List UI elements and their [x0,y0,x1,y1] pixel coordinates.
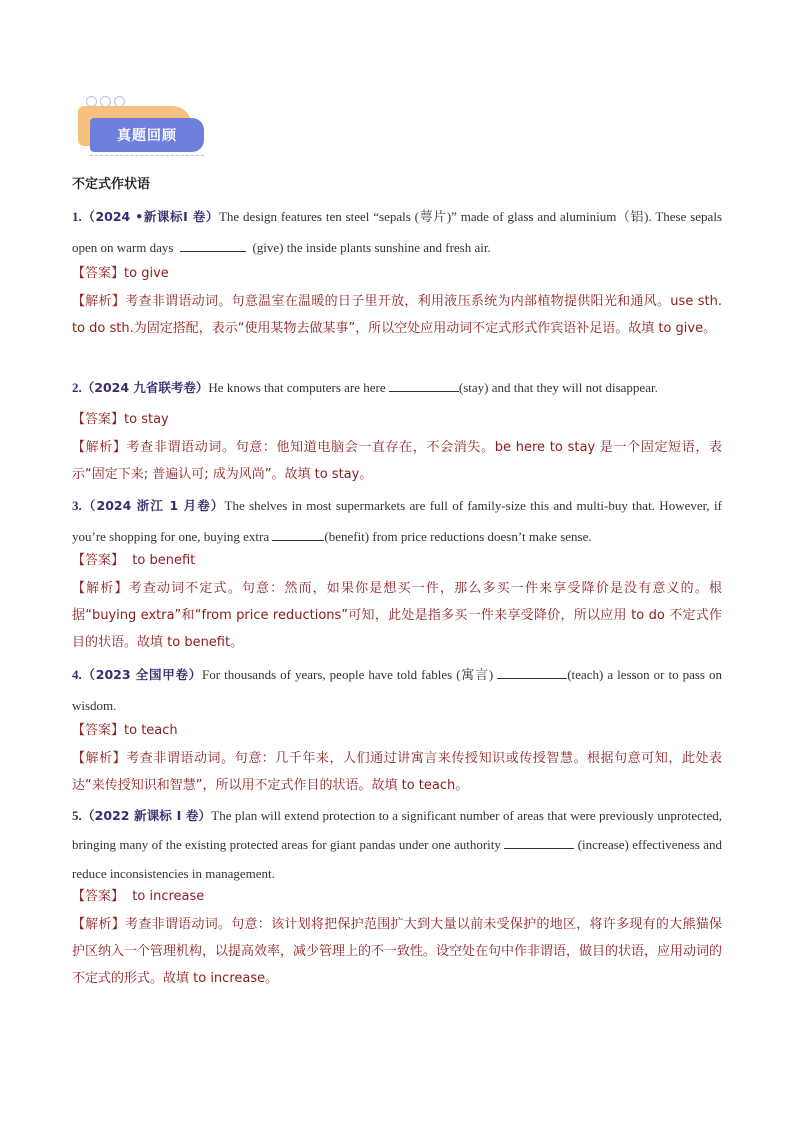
answer-blank [389,379,459,392]
analysis-tag: 【解析】 [72,917,126,932]
answer-tag: 【答案】 [72,723,125,738]
question-source: （2024 浙江 1 月卷） [81,498,225,513]
question-5 [72,801,722,888]
answer-value: to benefit [132,553,196,568]
analysis-1 [72,288,722,342]
question-text: (stay) and that they will not disappear. [458,380,658,395]
analysis-tag: 【解析】 [72,440,127,455]
answer-value: to increase [132,889,205,904]
section-title: 不定式作状语 [72,177,151,192]
analysis-text: 考查动词不定式。句意：然而，如果你是想买一件，那么多买一件来享受降价是没有意义的。根据“buying extra”和“from price reductions”可知，此处是指多买一件来享受降价，所以应用 to do 不定式作目的状语。故填 to benefit。 [72,581,722,650]
question-text: He knows that computers are here [208,380,386,395]
question-text: The design features ten steel “sepals (萼片)” made of glass and aluminium（铝). These sepals open on warm days [72,209,723,255]
answer-tag: 【答案】 [72,889,125,904]
answer-value: to teach [124,723,178,738]
answer-line-2 [72,410,169,430]
question-text: (increase) effectiveness and reduce inconsistencies in management. [72,837,723,881]
question-number: 5. [72,808,82,823]
analysis-2 [72,434,722,488]
analysis-4 [72,745,722,799]
answer-blank [504,836,574,849]
badge-dashed-line [90,155,204,156]
analysis-5 [72,911,722,992]
answer-line-1 [72,264,169,284]
answer-tag: 【答案】 [72,412,125,427]
answer-line-4 [72,721,178,741]
analysis-text: 考查非谓语动词。句意：该计划将把保护范围扩大到大量以前未受保护的地区，将许多现有的大熊猫保护区纳入一个管理机构，以提高效率，减少管理上的不一致性。设空处在句中作非谓语，做目的状语，应用动词的不定式的形式。故填 to increase。 [72,917,723,986]
badge-label: 真题回顾 [117,128,177,144]
question-source: （2024 九省联考卷） [81,380,209,395]
question-1 [72,201,722,263]
question-2 [72,372,722,403]
answer-line-5 [72,887,204,907]
analysis-text: 考查非谓语动词。句意温室在温暖的日子里开放，利用液压系统为内部植物提供阳光和通风。use sth. to do sth.为固定搭配，表示“使用某物去做某事”，所以空处应用动词不定式形式作宾语补足语。故填 to give。 [72,294,722,336]
badge-front-shape [90,118,204,152]
question-text: (benefit) from price reductions doesn’t make sense. [324,529,592,544]
question-text: The plan will extend protection to a significant number of areas that were previously unprotected, bringing many of the existing protected areas for giant pandas under one authority [72,808,722,852]
question-text: For thousands of years, people have told fables (寓言) [202,667,494,682]
analysis-tag: 【解析】 [72,294,126,309]
answer-value: to give [124,266,169,281]
question-number: 4. [72,667,82,682]
section-badge [78,96,208,160]
analysis-tag: 【解析】 [72,751,127,766]
question-text: (teach) a lesson or to pass on wisdom. [72,667,723,713]
question-4 [72,659,722,721]
answer-blank [272,528,324,541]
answer-blank [497,666,567,679]
analysis-3 [72,575,722,656]
question-3 [72,490,722,552]
question-number: 3. [72,498,82,513]
question-text: (give) the inside plants sunshine and fresh air. [252,240,491,255]
question-source: （2022 新课标 I 卷） [81,808,212,823]
question-text: The shelves in most supermarkets are full of family-size this and multi-buy that. However, if you’re shopping for one, buying extra [72,498,722,544]
answer-line-3 [72,551,195,571]
answer-tag: 【答案】 [72,553,125,568]
question-number: 1. [72,209,82,224]
answer-blank [180,239,246,252]
answer-value: to stay [124,412,169,427]
analysis-text: 考查非谓语动词。句意：几千年来，人们通过讲寓言来传授知识或传授智慧。根据句意可知，此处表达“来传授知识和智慧”，所以用不定式作目的状语。故填 to teach。 [72,751,722,793]
question-number: 2. [72,380,82,395]
analysis-text: 考查非谓语动词。句意：他知道电脑会一直存在，不会消失。be here to stay 是一个固定短语，表示“固定下来; 普遍认可; 成为风尚”。故填 to stay。 [72,440,722,482]
question-source: （2023 全国甲卷） [81,667,203,682]
question-source: （2024 •新课标I 卷） [81,209,219,224]
answer-tag: 【答案】 [72,266,125,281]
analysis-tag: 【解析】 [72,581,129,596]
